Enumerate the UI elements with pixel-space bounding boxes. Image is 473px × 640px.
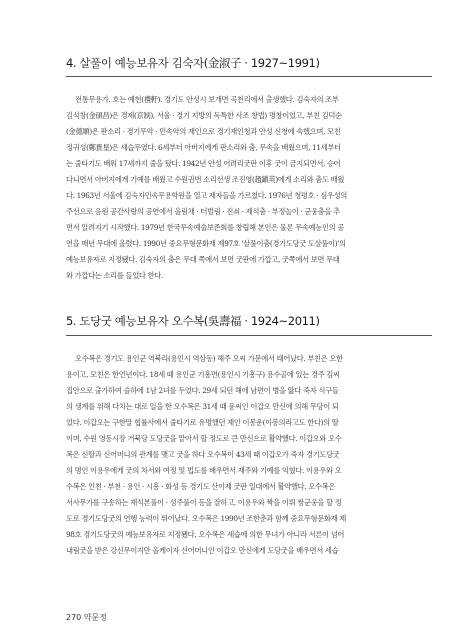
- paragraph-line: 의 생계를 위해 다치는 대로 일을 한 오수복은 31세 때 윤씨인 이갑오 만신에 의해 무당이 되: [66, 402, 339, 411]
- paragraph-line: 주선으로 음원 공간사랑의 공연에서 올림채 · 터벌림 · 진쇠 · 제석춤 · 부정놀이 · 군웅춤을 추: [66, 207, 340, 216]
- paragraph-line: 예능보유자로 지정됐다. 김숙자의 춤은 무대 쪽에서 보면 굿판에 가깝고, 굿쪽에서 보면 무대: [66, 255, 340, 264]
- paragraph-line: 98호 경기도당굿의 예능보유자로 지정됐다. 오수복은 세습에 의한 무녀가 아니라 서른이 넘어: [66, 530, 345, 539]
- publication-title: 약문정: [83, 613, 108, 622]
- paragraph-line: (金德順)은 판소리 · 경기무악 · 민속악의 재인으로 경기재인청과 안성 신청에 속했으며, 모친: [66, 127, 341, 136]
- paragraph-line: 오수복은 경기도 용인군 역북리(용인시 역삼동) 해주 오씨 가문에서 태어났다. 부친은 오한: [75, 354, 343, 363]
- paragraph-line: 었다. 이갑오는 구한말 협률사에서 줄타기로 유명했던 재인 이봉운(이봉의라고도 한다)의 딸: [66, 418, 339, 427]
- paragraph-line: 용이고, 모친은 한언년이다. 18세 때 용인군 기흥면(용인시 기흥구) 용수골에 있는 경주 김씨: [66, 370, 340, 379]
- paragraph-line: 면서 알려지기 시작했다. 1979년 한국무속예술보존회를 창립해 본인은 물론 무속예능인의 공: [66, 223, 345, 232]
- page-footer: [66, 612, 107, 623]
- paragraph-line: 다니면서 아버지에게 기예를 배웠고 수원권번 소리선생 조진영(趙鎭英)에게 소리와 춤도 배웠: [66, 175, 345, 184]
- paragraph-line: 이며, 수원 영동시장 거북당 도당굿을 맡아서 할 정도로 큰 만신으로 활약했다. 이갑오와 오수: [66, 434, 342, 443]
- paragraph-line: 집안으로 출가하여 슬하에 1남 2녀를 두었다. 29세 되던 해에 남편이 병을 앓다 죽자 식구들: [66, 386, 339, 395]
- paragraph-line: 연을 매년 무대에 올렸다. 1990년 중요무형문화재 제97호 '살풀이춤(경기도당굿 도살풀이)'의: [66, 239, 346, 248]
- heading-underline: [66, 335, 432, 336]
- paragraph-line: 서사무가를 구송하는 재석본풀이 · 성주풀이 등을 잘하고, 이용우와 짝을 이뤄 쌍군웅을 할 정: [66, 498, 342, 507]
- paragraph-line: 김석창(金碩昌)은 경제(京制), 서울 · 경기 지방의 독특한 사조 창법) 명창이었고, 부친 김덕순: [66, 111, 342, 120]
- paragraph-line: 도로 경기도당굿의 연행 능력이 뛰어났다. 오수복은 1990년 조한춘과 함께 중요무형문화재 제: [66, 514, 346, 523]
- heading-underline: [66, 76, 432, 77]
- paragraph-line: 전통무용가. 호는 예헌(禮軒). 경기도 안성시 보개면 곡천리에서 출생했다. 김숙자의 조부: [75, 95, 339, 104]
- paragraph-line: 는 줄타기도 배워 17세까지 줄을 탔다. 1942년 안성 어려리굿판 이후 굿이 금지되면서, 승어: [66, 159, 341, 168]
- paragraph-line: 정귀성(鄭貴星)은 세습무였다. 6세부터 아버지에게 판소리와 춤, 무속을 배웠으며, 11세부터: [66, 143, 341, 152]
- paragraph-line: 다. 1963년 서울에 김숙자민속무용학원을 열고 제자들을 가르쳤다. 1976년 청평호 · 심우성의: [66, 191, 348, 200]
- paragraph-line: 의 명인 이용우에게 굿의 차서와 여정 및 법도를 배우면서 재주와 기예를 익혔다. 이용우와 오: [66, 466, 342, 475]
- paragraph-line: 복은 신딸과 신어머니의 관계를 맺고 굿을 하다 오수복이 43세 때 이갑오가 죽자 경기도당굿: [66, 450, 340, 459]
- page-number: 270: [66, 613, 82, 622]
- paragraph-line: 내림굿을 받은 강신무이지만 올케이자 신어머니인 이갑오 만신에게 도당굿을 배우면서 세습: [66, 546, 339, 555]
- section-heading-salpuri: 4. 살풀이 예능보유자 김숙자(金淑子 · 1927~1991): [66, 56, 320, 70]
- paragraph-line: 수복은 인천 · 부천 · 용인 · 시흥 · 화성 등 경기도 산이제 굿판 일대에서 활약했다. 오수복은: [66, 482, 336, 491]
- section-heading-dodanggut: 5. 도당굿 예능보유자 오수복(吳壽福 · 1924~2011): [66, 314, 320, 328]
- paragraph-line: 와 가깝다는 소리를 들었다 한다.: [66, 271, 163, 280]
